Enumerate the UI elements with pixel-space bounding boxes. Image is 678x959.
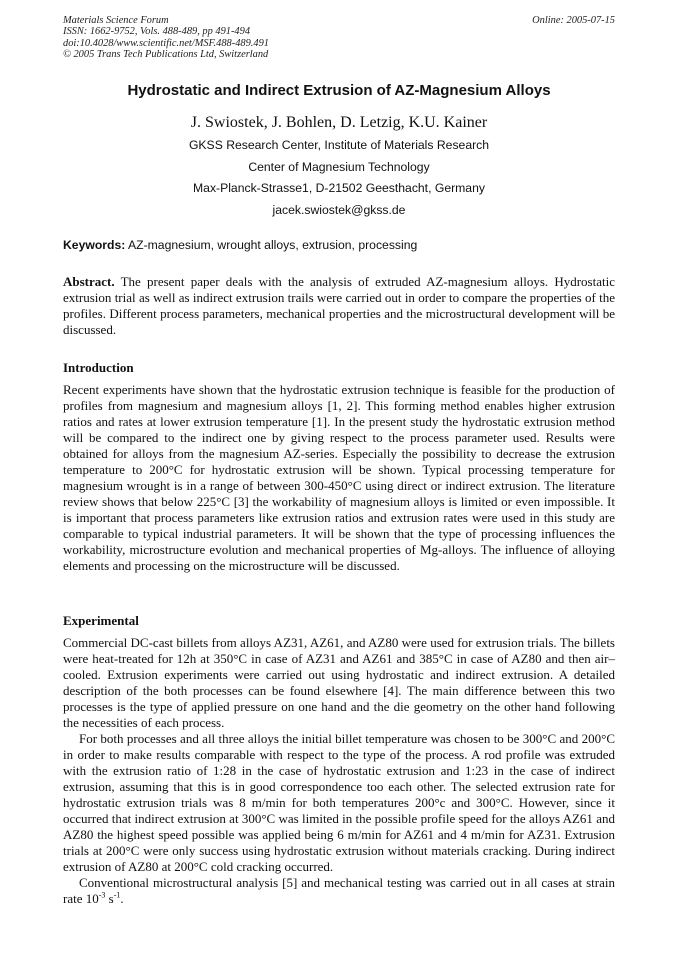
introduction-heading: Introduction [63,360,134,375]
experimental-paragraph-2: For both processes and all three alloys the initial billet temperature was chosen to be 300°C and 200°C in order to make results comparable with respect to the type of the process. A rod profile was extruded with the extrusion ratio of 1:28 in the case of hydrostatic extrusion and 1:23 in the case of indirect extrusion, assuming that this is in good correspondence too each other. The selected extrusion rate for hydrostatic extrusion trials was 8 m/min for both temperatures 200°c and 300°C. However, since it occurred that indirect extrusion at 300°C was limited in the possible profile speed for the alloys AZ61 and AZ80 the highest speed possible was applied being 6 m/min for AZ61 and 4 m/min for AZ31. Extrusion trials at 200°C were only success using hydrostatic extrusion without materials cracking. During indirect extrusion of AZ80 at 200°C cold cracking occurred. [63,731,615,874]
abstract-text: The present paper deals with the analysis of extruded AZ-magnesium alloys. Hydrostatic extrusion trial as well as indirect extrusion trails were carried out in order to compare the properties of the profiles. Different process parameters, mechanical properties and the microstructural development will be discussed. [63,274,615,337]
p3-text-c: . [120,891,124,906]
journal-name: Materials Science Forum [63,15,169,26]
keywords-label: Keywords: [63,238,126,252]
doi-line: doi:10.4028/www.scientific.net/MSF.488-489.491 [63,37,269,49]
keywords [63,238,615,253]
introduction-body [63,382,615,574]
abstract [63,274,615,338]
online-date: Online: 2005-07-15 [532,15,615,26]
journal-header [63,15,615,61]
abstract-label: Abstract. [63,274,115,289]
introduction-paragraph: Recent experiments have shown that the hydrostatic extrusion technique is feasible for the production of profiles from magnesium and magnesium alloys [1, 2]. This forming method enables higher extrusion ratios and rates at lower extrusion temperature [1]. In the present study the hydrostatic extrusion method will be compared to the indirect one by giving respect to the process parameter used. Results were obtained for alloys from the magnesium AZ-series. Especially the possibility to decrease the extrusion temperature to 200°C for hydrostatic extrusion will be shown. Typical processing temperature for magnesium wrought is in a range of between 300-450°C using direct or indirect extrusion. The literature review shows that below 225°C [3] the workability of magnesium alloys is limited or even impossible. It is important that process parameters like extrusion ratios and extrusion rates were used in this study are comparable to typical industrial parameters. It will be shown that the type of processing influences the workability, microstructure evolution and mechanical properties of Mg-alloys. The influence of alloying elements and processing on the microstructure will be discussed. [63,382,615,573]
experimental-paragraph-1: Commercial DC-cast billets from alloys AZ31, AZ61, and AZ80 were used for extrusion trials. The billets were heat-treated for 12h at 350°C in case of AZ31 and AZ61 and 385°C in case of AZ80 and then air–cooled. Extrusion experiments were carried out using hydrostatic and indirect extrusion. A detailed description of the both processes can be found elsewhere [4]. The main difference between this two processes is the type of applied pressure on one hand and the die geometry on the other hand following the necessities of each process. [63,635,615,730]
experimental-paragraph-3 [63,875,615,907]
keywords-text: AZ-magnesium, wrought alloys, extrusion, processing [125,238,418,252]
issn-line: ISSN: 1662-9752, Vols. 488-489, pp 491-494 [63,26,251,38]
p3-exponent-1: -3 [98,890,106,900]
experimental-body [63,635,615,907]
p3-text-a: Conventional microstructural analysis [5] and mechanical testing was carried out in all cases at strain rate 10 [63,875,615,906]
author-list: J. Swiostek, J. Bohlen, D. Letzig, K.U. Kainer [190,114,488,131]
experimental-heading: Experimental [63,613,139,628]
affiliation-address: Max-Planck-Strasse1, D-21502 Geesthacht, Germany [193,181,485,195]
affiliation-institute: GKSS Research Center, Institute of Materials Research [188,138,490,152]
p3-exponent-2: -1 [113,890,121,900]
paper-title: Hydrostatic and Indirect Extrusion of AZ-Magnesium Alloys [127,82,551,99]
author-email: jacek.swiostek@gkss.de [272,203,406,217]
affiliation-center: Center of Magnesium Technology [248,160,430,174]
p3-text-b: s [105,891,114,906]
copyright-line: © 2005 Trans Tech Publications Ltd, Switzerland [63,49,269,61]
